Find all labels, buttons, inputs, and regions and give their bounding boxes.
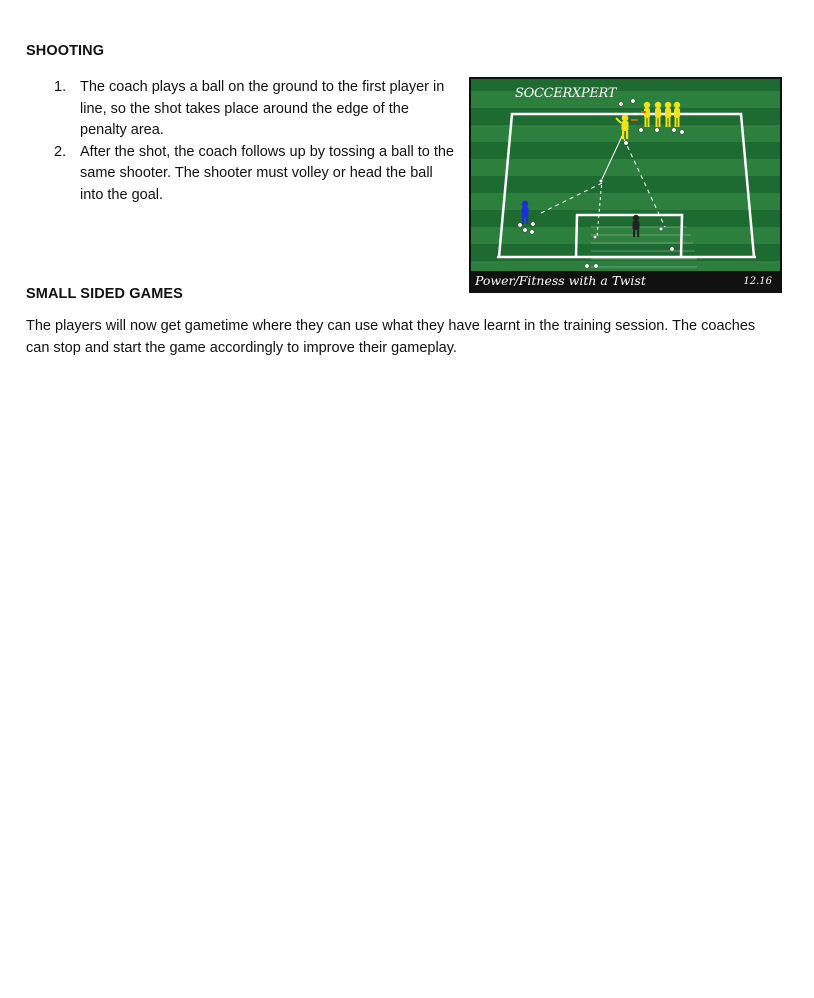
- step-text: After the shot, the coach follows up by tossing a ball to the same shooter. The shooter must volley or head the ball into the goal.: [80, 143, 454, 203]
- list-item: [54, 142, 454, 207]
- figure-caption: Power/Fitness with a Twist: [475, 273, 646, 288]
- drill-diagram: [469, 77, 782, 293]
- section-title-small-sided-games: SMALL SIDED GAMES: [26, 286, 183, 302]
- figure-number: 12.16: [743, 276, 772, 287]
- step-text: The coach plays a ball on the ground to the first player in line, so the shot takes place around the edge of the penalty area.: [80, 79, 445, 138]
- list-item: [54, 77, 454, 142]
- step-number: 1.: [54, 79, 67, 95]
- section-title-shooting: SHOOTING: [26, 43, 105, 59]
- step-number: 2.: [54, 143, 67, 160]
- brand-logo: SOCCERXPERT: [515, 86, 617, 101]
- pitch-illustration: [469, 77, 782, 293]
- small-sided-games-paragraph: The players will now get gametime where they can use what they have learnt in the training session. The coaches can stop and start the game accordingly to improve their gameplay.: [26, 318, 756, 356]
- shooting-steps: [54, 77, 454, 206]
